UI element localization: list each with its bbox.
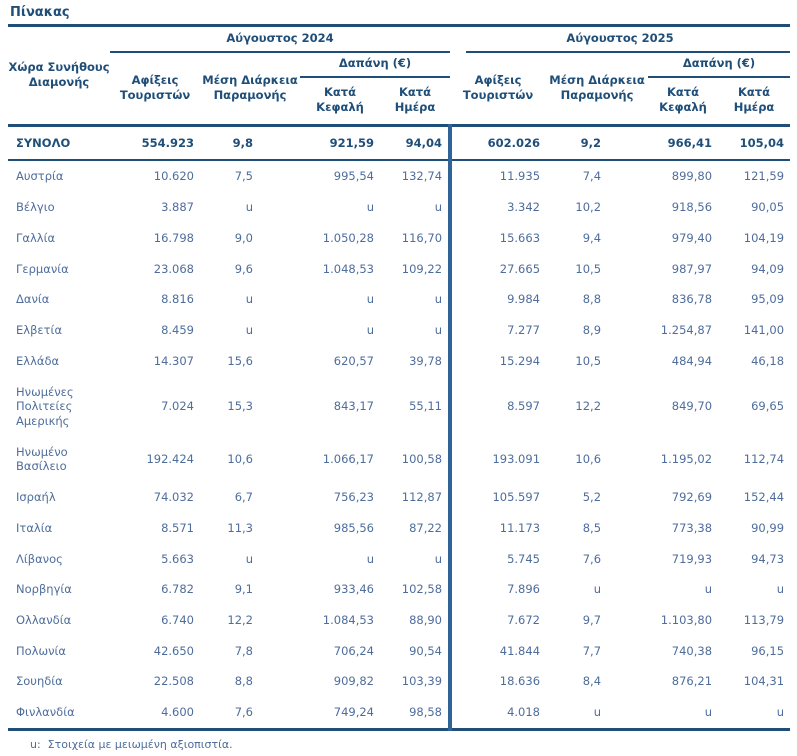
- stay-2025-cell: 7,7: [582, 643, 602, 658]
- stay-2024-cell: 9,6: [234, 261, 253, 276]
- per-day-2024-cell: 39,78: [409, 353, 443, 368]
- per-day-2025-cell: u: [776, 705, 785, 720]
- per-day-2024-cell: 103,39: [401, 674, 443, 689]
- per-day-2025-cell: 94,73: [751, 551, 785, 566]
- per-capita-2025-cell: 792,69: [671, 490, 713, 505]
- arrivals-2024-cell: 5.663: [161, 551, 194, 566]
- stay-2025-header: Μέση Διάρκεια Παραμονής: [546, 53, 648, 125]
- per-capita-2024-cell: 706,24: [333, 643, 374, 658]
- arrivals-2025-cell: 4.018: [450, 697, 546, 729]
- stay-2024-cell: u: [245, 323, 253, 338]
- table-row: [8, 223, 790, 254]
- arrivals-2025-cell: 15.294: [450, 346, 546, 377]
- stay-2024-cell: 7,5: [234, 169, 253, 184]
- arrivals-2024-cell: 74.032: [153, 490, 194, 505]
- stay-2024-cell: u: [245, 200, 253, 215]
- per-capita-2025-cell: 899,80: [671, 169, 713, 184]
- per-capita-2024-cell: 843,17: [333, 399, 374, 414]
- per-day-2024-cell: 90,54: [409, 643, 443, 658]
- stay-2025-cell: 10,5: [575, 261, 602, 276]
- per-capita-2024-cell: u: [366, 292, 374, 307]
- per-day-2025-cell: 121,59: [743, 169, 785, 184]
- arrivals-2024-cell: 554.923: [110, 125, 200, 160]
- per-day-2024-cell: 112,87: [401, 490, 443, 505]
- country-cell: Φινλανδία: [16, 705, 75, 720]
- stay-2024-cell: 8,8: [234, 674, 253, 689]
- country-cell: ΣΥΝΟΛΟ: [8, 125, 110, 160]
- arrivals-2025-cell: 7.672: [450, 605, 546, 636]
- arrivals-2024-cell: 8.816: [161, 292, 194, 307]
- arrivals-2024-header: Αφίξεις Τουριστών: [110, 53, 200, 125]
- stay-2025-cell: 10,2: [575, 200, 602, 215]
- per-day-2024-cell: 102,58: [401, 582, 443, 597]
- expenditure-2025-header: Δαπάνη (€): [648, 53, 790, 77]
- arrivals-2024-cell: 8.571: [161, 520, 194, 535]
- stay-2024-cell: u: [245, 292, 253, 307]
- per-capita-2024-cell: 1.048,53: [322, 261, 374, 276]
- country-cell: Ελβετία: [16, 323, 63, 338]
- stay-2024-cell: 15,6: [227, 353, 253, 368]
- arrivals-2024-cell: 42.650: [153, 643, 194, 658]
- per-capita-2025-header: Κατά Κεφαλή: [648, 77, 718, 125]
- per-capita-2024-cell: u: [366, 551, 374, 566]
- per-day-2025-cell: 90,99: [751, 520, 785, 535]
- arrivals-2025-cell: 9.984: [450, 284, 546, 315]
- per-day-2024-cell: 94,04: [380, 125, 450, 160]
- country-cell: Ισραήλ: [16, 490, 56, 505]
- arrivals-2025-cell: 602.026: [450, 125, 546, 160]
- stay-2025-cell: 7,6: [582, 551, 602, 566]
- per-capita-2024-cell: 1.066,17: [322, 452, 374, 467]
- per-capita-2025-cell: 876,21: [671, 674, 713, 689]
- table-row: [8, 192, 790, 223]
- table-row: [8, 574, 790, 605]
- arrivals-2025-cell: 18.636: [450, 666, 546, 697]
- per-capita-2025-cell: 987,97: [671, 261, 713, 276]
- per-day-2024-cell: 88,90: [409, 612, 443, 627]
- stay-2025-cell: 8,9: [582, 323, 602, 338]
- arrivals-2024-cell: 192.424: [146, 452, 194, 467]
- table-row: [8, 697, 790, 729]
- per-day-2025-cell: 46,18: [751, 353, 785, 368]
- arrivals-2024-cell: 10.620: [153, 169, 194, 184]
- arrivals-2025-cell: 105.597: [450, 482, 546, 513]
- stay-2024-cell: 7,8: [234, 643, 253, 658]
- arrivals-2025-cell: 193.091: [450, 437, 546, 482]
- arrivals-2025-cell: 5.745: [450, 544, 546, 575]
- group-header-august-2024: Αύγουστος 2024: [110, 26, 450, 53]
- per-day-2025-cell: 104,31: [743, 674, 785, 689]
- country-cell: Λίβανος: [16, 551, 63, 566]
- per-capita-2024-cell: 1.050,28: [322, 230, 374, 245]
- arrivals-2024-cell: 4.600: [161, 705, 194, 720]
- per-day-2025-cell: u: [776, 582, 785, 597]
- per-capita-2025-cell: 740,38: [671, 643, 713, 658]
- arrivals-2024-cell: 3.887: [161, 200, 194, 215]
- country-cell: Δανία: [16, 292, 50, 307]
- per-capita-2024-cell: 1.084,53: [322, 612, 374, 627]
- stay-2024-cell: 11,3: [227, 520, 253, 535]
- per-day-2024-cell: 55,11: [409, 399, 443, 414]
- arrivals-2024-cell: 22.508: [153, 674, 194, 689]
- country-cell: Αυστρία: [16, 169, 64, 184]
- per-day-2025-cell: 113,79: [743, 612, 785, 627]
- arrivals-2025-header: Αφίξεις Τουριστών: [450, 53, 546, 125]
- per-capita-2025-cell: 966,41: [648, 125, 718, 160]
- per-day-2025-header: Κατά Ημέρα: [718, 77, 790, 125]
- per-capita-2024-cell: 749,24: [333, 705, 374, 720]
- per-day-2025-cell: 141,00: [743, 323, 785, 338]
- table-row: [8, 377, 790, 437]
- arrivals-2025-cell: 27.665: [450, 254, 546, 285]
- per-day-2025-cell: 104,19: [743, 230, 785, 245]
- arrivals-2024-cell: 6.740: [161, 612, 194, 627]
- per-day-2024-cell: u: [434, 323, 443, 338]
- total-row: [8, 125, 790, 160]
- table-row: [8, 482, 790, 513]
- stay-2025-cell: 5,2: [582, 490, 602, 505]
- country-cell: Ελλάδα: [16, 353, 60, 368]
- per-capita-2025-cell: 918,56: [671, 200, 713, 215]
- per-day-2024-cell: u: [434, 551, 443, 566]
- stay-2024-cell: u: [245, 551, 253, 566]
- table-row: [8, 346, 790, 377]
- per-capita-2025-cell: 719,93: [671, 551, 713, 566]
- stay-2025-cell: 8,4: [582, 674, 602, 689]
- country-cell: Πολωνία: [16, 643, 67, 658]
- country-cell: Ηνωμένες Πολιτείες Αμερικής: [16, 384, 74, 428]
- group-header-august-2025: Αύγουστος 2025: [450, 26, 790, 53]
- stay-2024-cell: 9,0: [234, 230, 253, 245]
- per-day-2024-cell: u: [434, 200, 443, 215]
- stay-2024-cell: 12,2: [227, 612, 253, 627]
- per-day-2024-cell: 116,70: [401, 230, 443, 245]
- table-row: [8, 254, 790, 285]
- stay-2025-cell: 8,5: [582, 520, 602, 535]
- per-capita-2024-cell: 909,82: [333, 674, 374, 689]
- per-capita-2025-cell: 1.103,80: [660, 612, 713, 627]
- stay-2024-cell: 7,6: [234, 705, 253, 720]
- country-cell: Ιταλία: [16, 520, 53, 535]
- expenditure-2024-header: Δαπάνη (€): [300, 53, 450, 77]
- per-capita-2025-cell: 849,70: [671, 399, 713, 414]
- stay-2025-cell: u: [593, 705, 602, 720]
- per-day-2025-cell: 69,65: [751, 399, 785, 414]
- per-capita-2024-cell: u: [366, 323, 374, 338]
- table-row: [8, 437, 790, 482]
- tourism-statistics-table: [8, 24, 790, 731]
- arrivals-2025-cell: 8.597: [450, 377, 546, 437]
- country-cell: Βέλγιο: [16, 200, 55, 215]
- arrivals-2024-cell: 6.782: [161, 582, 194, 597]
- arrivals-2024-cell: 8.459: [161, 323, 194, 338]
- per-capita-2025-cell: 1.195,02: [660, 452, 713, 467]
- per-day-2024-cell: 98,58: [409, 705, 443, 720]
- per-capita-2025-cell: 484,94: [671, 353, 713, 368]
- stay-2024-cell: 9,8: [200, 125, 300, 160]
- per-capita-2024-cell: 756,23: [333, 490, 374, 505]
- arrivals-2024-cell: 16.798: [153, 230, 194, 245]
- per-capita-2024-cell: 933,46: [333, 582, 374, 597]
- per-capita-2024-cell: 995,54: [333, 169, 374, 184]
- stay-2025-cell: 9,4: [582, 230, 602, 245]
- per-day-2024-cell: 87,22: [409, 520, 443, 535]
- stay-2025-cell: 8,8: [582, 292, 602, 307]
- stay-2025-cell: 9,7: [582, 612, 602, 627]
- arrivals-2025-cell: 3.342: [450, 192, 546, 223]
- per-capita-2025-cell: 836,78: [671, 292, 713, 307]
- arrivals-2025-cell: 11.935: [450, 160, 546, 192]
- arrivals-2024-cell: 14.307: [153, 353, 194, 368]
- table-row: [8, 605, 790, 636]
- footnote: u: Στοιχεία με μειωμένη αξιοπιστία.: [30, 737, 233, 751]
- per-day-2025-cell: 94,09: [751, 261, 785, 276]
- table-row: [8, 513, 790, 544]
- stay-2025-cell: 7,4: [582, 169, 602, 184]
- arrivals-2024-cell: 7.024: [161, 399, 194, 414]
- per-capita-2025-cell: 1.254,87: [660, 323, 713, 338]
- table-row: [8, 636, 790, 667]
- arrivals-2025-cell: 11.173: [450, 513, 546, 544]
- stay-2024-cell: 6,7: [234, 490, 253, 505]
- per-capita-2024-cell: u: [366, 200, 374, 215]
- per-capita-2025-cell: 979,40: [671, 230, 713, 245]
- table-row: [8, 284, 790, 315]
- stay-2024-header: Μέση Διάρκεια Παραμονής: [200, 53, 300, 125]
- country-cell: Γαλλία: [16, 230, 56, 245]
- stay-2024-cell: 15,3: [227, 399, 253, 414]
- table-row: [8, 160, 790, 192]
- table-row: [8, 544, 790, 575]
- per-capita-2025-cell: u: [704, 705, 713, 720]
- per-capita-2024-cell: 620,57: [333, 353, 374, 368]
- country-column-header: Χώρα Συνήθους Διαμονής: [8, 26, 110, 126]
- per-day-2024-cell: u: [434, 292, 443, 307]
- table-row: [8, 666, 790, 697]
- stay-2025-cell: 10,5: [575, 353, 602, 368]
- stay-2025-cell: 9,2: [546, 125, 648, 160]
- per-day-2025-cell: 152,44: [743, 490, 785, 505]
- stay-2025-cell: u: [593, 582, 602, 597]
- stay-2024-cell: 10,6: [227, 452, 253, 467]
- stay-2025-cell: 10,6: [575, 452, 602, 467]
- per-day-2024-header: Κατά Ημέρα: [380, 77, 450, 125]
- per-day-2025-cell: 96,15: [751, 643, 785, 658]
- arrivals-2024-cell: 23.068: [153, 261, 194, 276]
- stay-2024-cell: 9,1: [234, 582, 253, 597]
- arrivals-2025-cell: 7.896: [450, 574, 546, 605]
- country-cell: Γερμανία: [16, 261, 69, 276]
- per-day-2024-cell: 100,58: [401, 452, 443, 467]
- per-day-2025-cell: 95,09: [751, 292, 785, 307]
- arrivals-2025-cell: 41.844: [450, 636, 546, 667]
- per-day-2024-cell: 109,22: [401, 261, 443, 276]
- arrivals-2025-cell: 15.663: [450, 223, 546, 254]
- per-capita-2025-cell: 773,38: [671, 520, 713, 535]
- country-cell: Νορβηγία: [16, 582, 72, 597]
- table-header: [8, 26, 790, 126]
- page-title: Πίνακας: [10, 5, 70, 20]
- per-capita-2024-header: Κατά Κεφαλή: [300, 77, 380, 125]
- per-day-2025-cell: 112,74: [743, 452, 785, 467]
- country-cell: Ηνωμένο Βασίλειο: [16, 444, 68, 474]
- per-day-2024-cell: 132,74: [401, 169, 443, 184]
- table-row: [8, 315, 790, 346]
- stay-2025-cell: 12,2: [575, 399, 602, 414]
- country-cell: Σουηδία: [16, 674, 63, 689]
- per-capita-2024-cell: 921,59: [300, 125, 380, 160]
- per-day-2025-cell: 90,05: [751, 200, 785, 215]
- per-capita-2025-cell: u: [704, 582, 713, 597]
- per-day-2025-cell: 105,04: [718, 125, 790, 160]
- country-cell: Ολλανδία: [16, 612, 72, 627]
- table-body: [8, 125, 790, 729]
- per-capita-2024-cell: 985,56: [333, 520, 374, 535]
- arrivals-2025-cell: 7.277: [450, 315, 546, 346]
